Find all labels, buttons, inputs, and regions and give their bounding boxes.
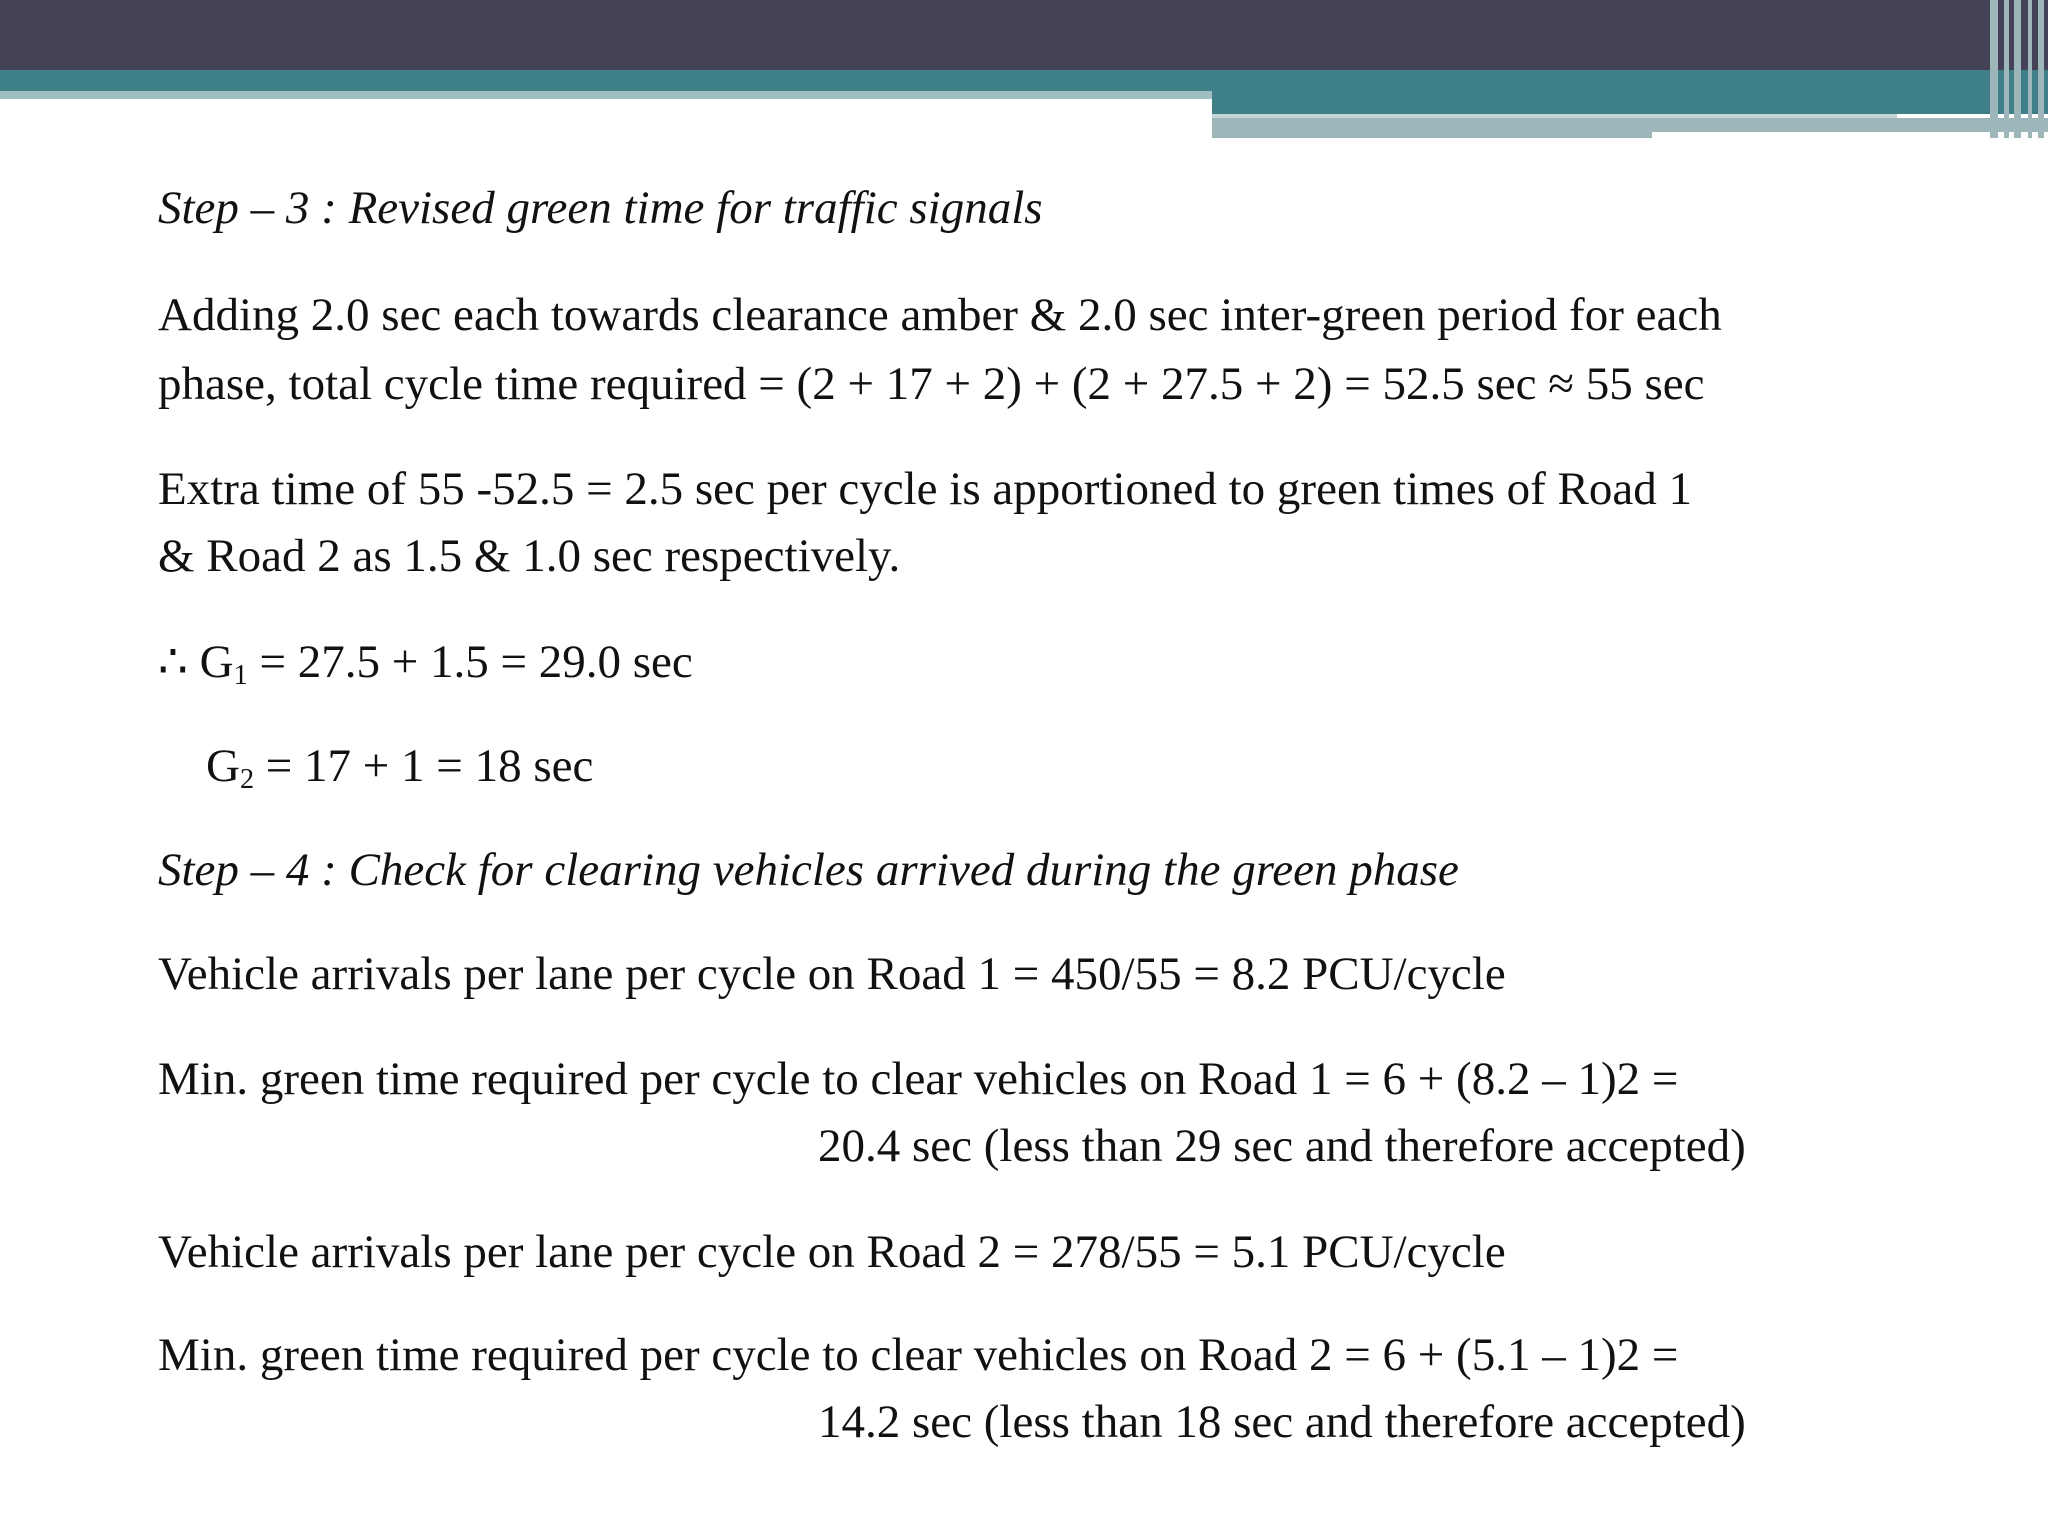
step3-heading: Step – 3 : Revised green time for traffic signals [158, 182, 1043, 234]
header-right-bar [2004, 0, 2009, 138]
header-teal-strip [1212, 91, 2048, 114]
road1-min-green-line1: Min. green time required per cycle to clear vehicles on Road 1 = 6 + (8.2 – 1)2 = [158, 1053, 1679, 1105]
road2-min-green-line1: Min. green time required per cycle to clear vehicles on Road 2 = 6 + (5.1 – 1)2 = [158, 1329, 1679, 1381]
g1-equation [158, 634, 693, 690]
header-right-bar [2028, 0, 2032, 138]
g2-rest: = 17 + 1 = 18 sec [254, 740, 594, 792]
header-light-strip [0, 91, 1212, 99]
header-right-bar [2014, 0, 2021, 138]
g1-rest: = 27.5 + 1.5 = 29.0 sec [247, 636, 693, 688]
step4-heading: Step – 4 : Check for clearing vehicles arrived during the green phase [158, 844, 1459, 896]
header-dark-band [0, 0, 2048, 70]
step3-paragraph1-line2: phase, total cycle time required = (2 + 17 + 2) + (2 + 27.5 + 2) = 52.5 sec ≈ 55 sec [158, 358, 1705, 410]
g1-subscript: 1 [233, 660, 248, 692]
header-right-bar [2038, 0, 2044, 138]
header-teal-band [0, 70, 2048, 91]
road1-arrivals: Vehicle arrivals per lane per cycle on Road 1 = 450/55 = 8.2 PCU/cycle [158, 948, 1506, 1000]
header-white-notch [1652, 132, 2048, 138]
header-right-bar [1990, 0, 1998, 138]
step3-paragraph2-line1: Extra time of 55 -52.5 = 2.5 sec per cycle is apportioned to green times of Road 1 [158, 463, 1692, 515]
road1-min-green-line2: 20.4 sec (less than 29 sec and therefore accepted) [818, 1120, 1746, 1172]
g2-subscript: 2 [239, 764, 255, 796]
step3-paragraph1-line1: Adding 2.0 sec each towards clearance amber & 2.0 sec inter-green period for each [158, 289, 1722, 341]
road2-min-green-line2: 14.2 sec (less than 18 sec and therefore accepted) [818, 1396, 1746, 1448]
g1-prefix: ∴ G [158, 636, 234, 688]
g2-equation [206, 738, 593, 794]
road2-arrivals: Vehicle arrivals per lane per cycle on Road 2 = 278/55 = 5.1 PCU/cycle [158, 1226, 1506, 1278]
step3-paragraph2-line2: & Road 2 as 1.5 & 1.0 sec respectively. [158, 530, 901, 582]
g2-prefix: G [206, 740, 240, 792]
